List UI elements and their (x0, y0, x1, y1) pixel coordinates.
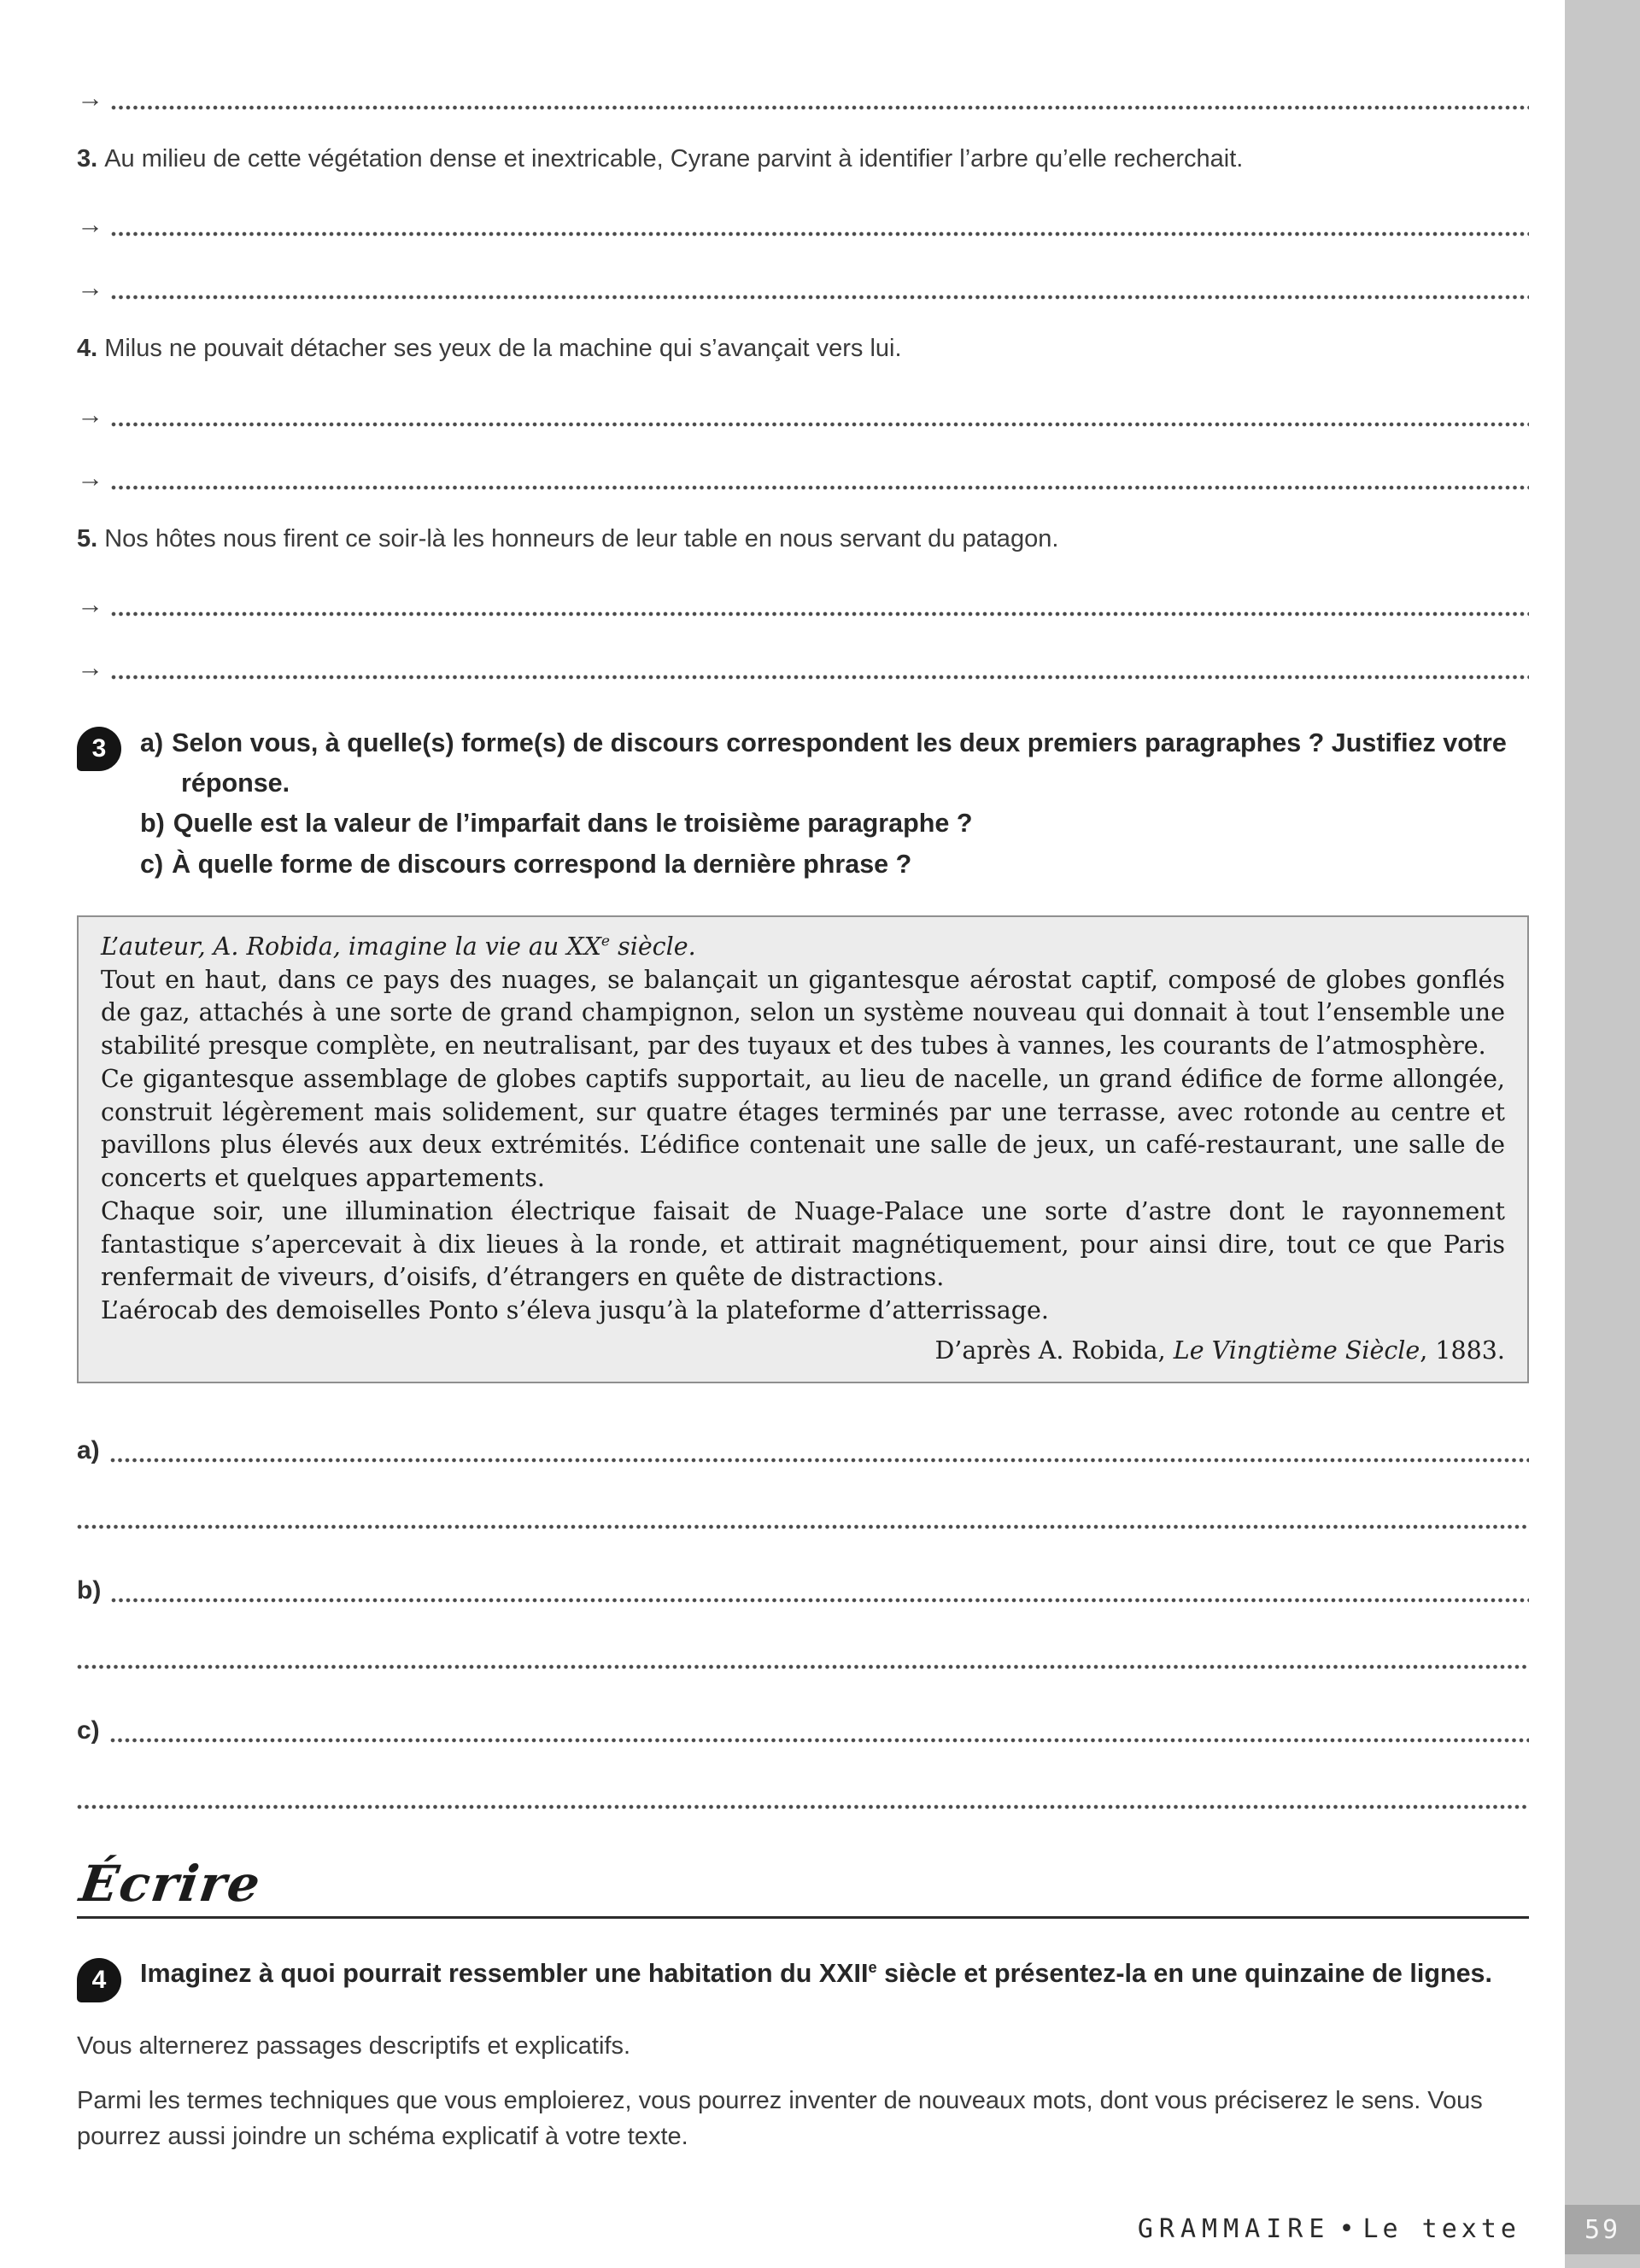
answer-line (77, 82, 1529, 111)
dotted-rule (111, 606, 1529, 617)
answer-line (77, 208, 1529, 240)
dotted-rule (77, 1799, 1529, 1810)
arrow-icon: → (77, 83, 103, 113)
dotted-rule (110, 1733, 1529, 1744)
page-footer (1138, 2214, 1520, 2244)
page-number: 59 (1584, 2214, 1621, 2245)
page-content (77, 0, 1529, 2154)
exercise-3-number-badge: 3 (77, 727, 121, 771)
arrow-icon: → (77, 272, 103, 303)
answer-label-c: c) (77, 1716, 100, 1745)
excerpt-paragraph-4: L’aérocab des demoiselles Ponto s’éleva jusqu’à la plateforme d’atterrissage. (101, 1296, 1049, 1325)
superscript-e: e (600, 932, 611, 950)
question-text: Selon vous, à quelle(s) forme(s) de discours correspondent les deux premiers paragraphes ? Justifiez votre réponse. (172, 728, 1507, 798)
sentence-number: 3. (77, 145, 98, 172)
excerpt-intro-text-end: siècle. (610, 932, 696, 961)
exercise-sentence-4 (77, 333, 1529, 364)
footer-topic: Le texte (1362, 2214, 1520, 2244)
arrow-icon: → (77, 588, 103, 619)
prompt-text-end: siècle et présentez-la en une quinzaine de lignes. (876, 1958, 1492, 1988)
arrow-icon: → (77, 652, 103, 682)
page-number-tab (1565, 2205, 1640, 2254)
dotted-rule (111, 669, 1529, 681)
dotted-rule (77, 1659, 1529, 1670)
question-label: c) (140, 849, 164, 879)
answer-line-b (77, 1575, 1529, 1604)
prompt-text: Imaginez à quoi pourrait ressembler une habitation du XXII (140, 1958, 869, 1988)
footer-chapter: GRAMMAIRE (1137, 2214, 1331, 2244)
answer-label-b: b) (77, 1575, 102, 1605)
answer-line (77, 272, 1529, 301)
exercise-3-questions (140, 723, 1529, 885)
dotted-rule (111, 480, 1529, 491)
sentence-text: Au milieu de cette végétation dense et inextricable, Cyrane parvint à identifier l’arbre qu’elle recherchait. (104, 145, 1244, 172)
superscript-e: e (868, 1957, 877, 1976)
dotted-rule (111, 100, 1529, 111)
excerpt-intro-text: L’auteur, A. Robida, imagine la vie au XX (101, 932, 601, 961)
question-text: À quelle forme de discours correspond la dernière phrase ? (172, 849, 912, 879)
answer-line (77, 462, 1529, 491)
answer-line (77, 1641, 1529, 1670)
sentence-text: Nos hôtes nous firent ce soir-là les honneurs de leur table en nous servant du patagon. (104, 524, 1059, 552)
question-label: b) (140, 809, 165, 839)
answer-line-c (77, 1715, 1529, 1744)
exercise-sentence-5 (77, 523, 1529, 554)
answer-line-a (77, 1435, 1529, 1464)
excerpt-attribution (101, 1335, 1505, 1368)
page-edge-bar (1565, 0, 1640, 2268)
arrow-icon: → (77, 462, 103, 493)
question-text: Quelle est la valeur de l’imparfait dans le troisième paragraphe ? (173, 809, 973, 839)
attribution-year: , 1883. (1420, 1336, 1505, 1365)
sentence-number: 4. (77, 335, 98, 363)
answer-line (77, 1501, 1529, 1530)
exercise-4-number-badge: 4 (77, 1958, 121, 2002)
exercise-4 (77, 1955, 1529, 2002)
dotted-rule (111, 289, 1529, 301)
dotted-rule (111, 226, 1529, 237)
sentence-text: Milus ne pouvait détacher ses yeux de la machine qui s’avançait vers lui. (104, 335, 902, 363)
section-title: Écrire (76, 1854, 266, 1913)
excerpt-paragraph-2: Ce gigantesque assemblage de globes captifs supportait, au lieu de nacelle, un grand édifice de forme allongée, construit légèrement mais solidement, sur quatre étages terminés par une terrasse, avec rotonde au centre et pavillons plus élevés aux deux extrémités. L’édifice contenait une salle de jeux, un café-restaurant, une salle de concerts et quelques appartements. (101, 1064, 1505, 1193)
answer-line (77, 652, 1529, 681)
exercise-4-prompt (140, 1955, 1492, 2002)
dotted-rule (110, 1453, 1529, 1464)
footer-bullet-icon: • (1338, 2214, 1355, 2244)
question-c (140, 845, 1529, 885)
answer-label-a: a) (77, 1435, 100, 1464)
attribution-title: Le Vingtième Siècle (1173, 1336, 1420, 1365)
excerpt-paragraph-1: Tout en haut, dans ce pays des nuages, se balançait un gigantesque aérostat captif, composé de globes gonflés de gaz, attachés à une sorte de grand champignon, selon un système nouveau qui donnait à tout l’ensemble une stabilité presque complète, en neutralisant, par des tuyaux et des tubes à vannes, les courants de l’atmosphère. (101, 965, 1505, 1061)
question-label: a) (140, 728, 164, 757)
answer-line (77, 1781, 1529, 1810)
arrow-icon: → (77, 209, 103, 240)
attribution-author: D’après A. Robida, (934, 1336, 1174, 1365)
arrow-icon: → (77, 399, 103, 430)
dotted-rule (111, 1593, 1529, 1604)
question-b (140, 804, 1529, 844)
exercise-3 (77, 723, 1529, 885)
exercise-sentence-3 (77, 143, 1529, 174)
dotted-rule (111, 417, 1529, 428)
answer-line (77, 588, 1529, 617)
sentence-number: 5. (77, 524, 98, 552)
reading-excerpt-box (77, 915, 1529, 1383)
dotted-rule (77, 1519, 1529, 1530)
exercise-4-instruction-2: Parmi les termes techniques que vous emploierez, vous pourrez inventer de nouveaux mots, dont vous préciserez le sens. Vous pourrez aussi joindre un schéma explicatif à votre texte. (77, 2086, 1483, 2150)
question-a (140, 723, 1529, 804)
exercise-4-instruction-1: Vous alternerez passages descriptifs et explicatifs. (77, 2031, 630, 2060)
answer-line (77, 399, 1529, 428)
excerpt-intro (101, 931, 1505, 964)
excerpt-paragraph-3: Chaque soir, une illumination électrique faisait de Nuage-Palace une sorte d’astre dont le rayonnement fantastique s’apercevait à dix lieues à la ronde, et attirait magnétiquement, pour ainsi dire, tout ce que Paris renfermait de viveurs, d’oisifs, d’étrangers en quête de distractions. (101, 1196, 1505, 1292)
section-heading-ecrire (77, 1855, 1529, 1919)
